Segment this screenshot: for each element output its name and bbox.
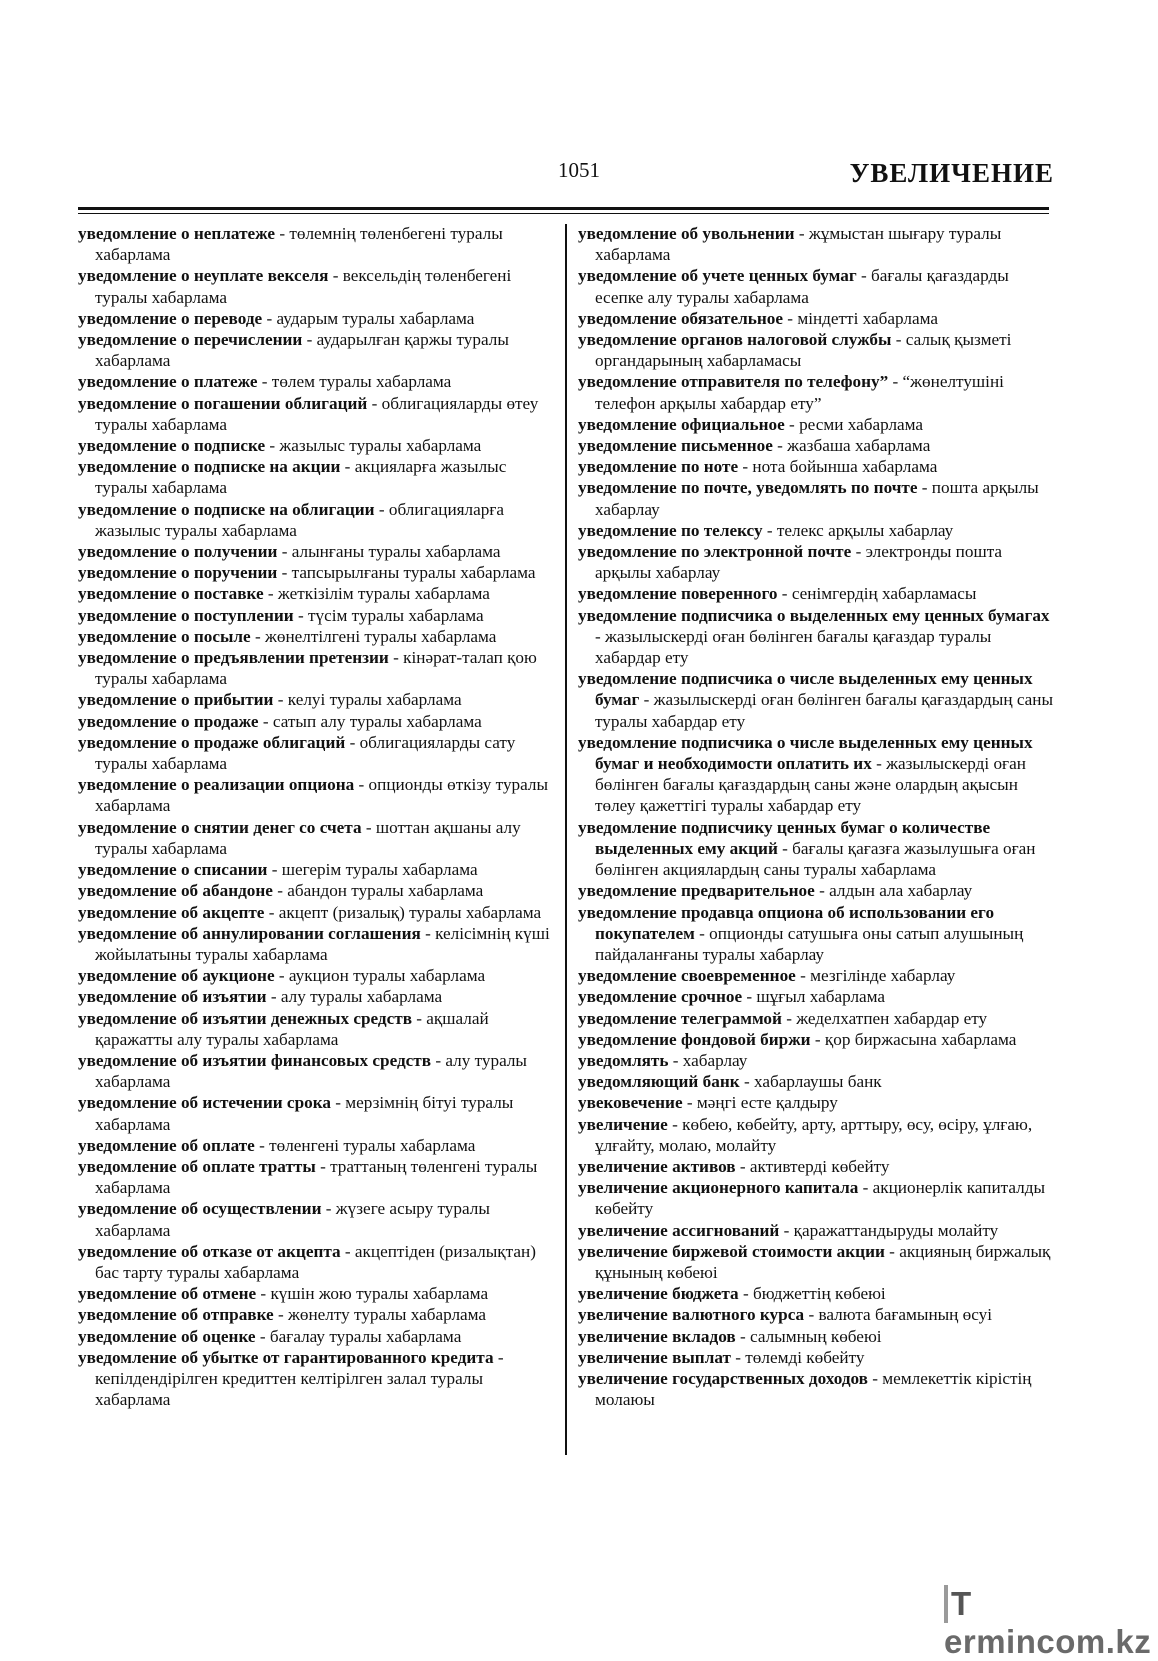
entry-definition: - валюта бағамының өсуі xyxy=(804,1305,993,1325)
entry-definition: - бюджеттің көбеюі xyxy=(738,1284,886,1304)
dictionary-entry xyxy=(78,456,553,498)
dictionary-entry xyxy=(78,986,553,1007)
entry-definition: - сатып алу туралы хабарлама xyxy=(258,711,482,731)
dictionary-entry xyxy=(578,1241,1056,1283)
entry-term: уведомляющий банк xyxy=(578,1072,740,1092)
dictionary-entry xyxy=(78,1092,553,1134)
entry-definition: - қор биржасына хабарлама xyxy=(810,1029,1017,1049)
entry-term: уведомление об оценке xyxy=(78,1326,256,1346)
dictionary-entry xyxy=(78,647,553,689)
entry-definition: - келісімнің күші жойылатыны туралы хабарлама xyxy=(95,923,550,964)
entry-definition: - салымның көбеюі xyxy=(735,1326,882,1346)
entry-term: увеличение ассигнований xyxy=(578,1220,780,1240)
entry-term: увеличение биржевой стоимости акции xyxy=(578,1241,885,1261)
dictionary-entry xyxy=(78,859,553,880)
dictionary-entry xyxy=(78,1283,553,1304)
entry-term: увеличение государственных доходов xyxy=(578,1368,868,1388)
entry-term: уведомление срочное xyxy=(578,987,743,1007)
dictionary-entry xyxy=(78,605,553,626)
entry-term: уведомление о подписке xyxy=(78,436,266,456)
entry-term: уведомление об абандоне xyxy=(78,881,273,901)
entry-definition: - электронды пошта арқылы хабарлау xyxy=(595,542,1003,583)
dictionary-entry xyxy=(578,541,1056,583)
column-divider xyxy=(565,224,567,1455)
entry-term: уведомление по электронной почте xyxy=(578,542,852,562)
entry-term: уведомление продавца опциона об использовании его покупателем xyxy=(578,902,995,943)
entry-definition: - міндетті хабарлама xyxy=(783,308,938,328)
entry-term: уведомление о поступлении xyxy=(78,605,294,625)
entry-term: уведомление телеграммой xyxy=(578,1008,782,1028)
entry-term: уведомление письменное xyxy=(578,436,773,456)
header-rule-thick xyxy=(78,207,1049,210)
dictionary-entry xyxy=(578,1368,1056,1410)
entry-definition: - келуі туралы хабарлама xyxy=(273,690,462,710)
entry-definition: - төленгені туралы хабарлама xyxy=(254,1135,476,1155)
dictionary-entry xyxy=(78,689,553,710)
dictionary-entry xyxy=(578,1220,1056,1241)
entry-term: уведомление об убытке от гарантированного кредита xyxy=(78,1347,494,1367)
entry-definition: - акционерлік капиталды көбейту xyxy=(595,1178,1046,1219)
dictionary-entry xyxy=(578,520,1056,541)
entry-definition: - шегерім туралы хабарлама xyxy=(267,860,478,880)
dictionary-entry xyxy=(78,1135,553,1156)
entry-term: уведомление об увольнении xyxy=(578,224,795,243)
entry-term: уведомление об учете ценных бумаг xyxy=(578,266,857,286)
entry-definition: - телекс арқылы хабарлау xyxy=(762,520,954,540)
entry-term: уведомление своевременное xyxy=(578,966,796,986)
entry-definition: - мезгілінде хабарлау xyxy=(795,966,956,986)
entry-definition: - кінәрат-талап қою туралы хабарлама xyxy=(95,648,537,689)
entry-definition: - бағалы қағаздарды есепке алу туралы хабарлама xyxy=(595,266,1009,307)
dictionary-entry xyxy=(78,329,553,371)
entry-definition: - түсім туралы хабарлама xyxy=(293,605,484,625)
dictionary-entry xyxy=(78,499,553,541)
dictionary-entry xyxy=(78,923,553,965)
dictionary-entry xyxy=(578,986,1056,1007)
entry-term: уведомление подписчика о выделенных ему ценных бумагах xyxy=(578,605,1050,625)
dictionary-entry xyxy=(78,965,553,986)
dictionary-entry xyxy=(578,965,1056,986)
entry-term: уведомление о списании xyxy=(78,860,268,880)
dictionary-entry xyxy=(78,541,553,562)
entry-term: уведомление подписчика о числе выделенных ему ценных бумаг и необходимости оплатить их xyxy=(578,732,1033,774)
entry-definition: - төлем туралы хабарлама xyxy=(257,372,452,392)
entry-term: уведомление о переводе xyxy=(78,308,263,328)
entry-term: уведомление об истечении срока xyxy=(78,1093,331,1113)
dictionary-entry xyxy=(578,880,1056,901)
entry-term: уведомление поверенного xyxy=(578,584,778,604)
entry-definition: - бағалы қағазға жазылушыға оған бөлінген акциялардың саны туралы хабарлама xyxy=(595,838,1036,880)
entry-definition: - көбею, көбейту, арту, арттыру, өсу, өсіру, ұлғаю, ұлғайту, молаю, молайту xyxy=(595,1114,1033,1155)
entry-definition: - жеделхатпен хабардар ету xyxy=(781,1008,988,1028)
dictionary-entry xyxy=(78,1326,553,1347)
entry-definition: - күшін жою туралы хабарлама xyxy=(256,1284,489,1304)
entry-term: уведомление об аукционе xyxy=(78,966,275,986)
entry-term: увеличение xyxy=(578,1114,668,1134)
entry-definition: - кепілдендірілген кредиттен келтірілген залал туралы хабарлама xyxy=(95,1347,504,1410)
dictionary-entry xyxy=(78,626,553,647)
dictionary-entry xyxy=(78,902,553,923)
entry-definition: - аударым туралы хабарлама xyxy=(262,308,475,328)
entry-term: уведомление о снятии денег со счета xyxy=(78,817,362,837)
dictionary-entry xyxy=(578,1326,1056,1347)
entry-definition: - опционды сатушыға оны сатып алушының пайдаланғаны туралы хабарлау xyxy=(595,923,1024,964)
entry-definition: - қаражаттандыруды молайту xyxy=(779,1220,999,1240)
entry-term: уведомление о подписке на облигации xyxy=(78,499,375,519)
dictionary-entry xyxy=(578,371,1056,413)
entry-term: уведомление о подписке на акции xyxy=(78,457,341,477)
entry-definition: - “жөнелтушіні телефон арқылы хабардар ету” xyxy=(595,372,1004,413)
entry-term: увековечение xyxy=(578,1093,683,1113)
entry-term: уведомление об отмене xyxy=(78,1284,257,1304)
entry-term: уведомление по ноте xyxy=(578,457,739,477)
dictionary-entry xyxy=(78,583,553,604)
entry-definition: - жазбаша хабарлама xyxy=(772,436,931,456)
entry-definition: - вексельдің төленбегені туралы хабарлама xyxy=(95,266,512,307)
entry-term: уведомление об акцепте xyxy=(78,902,265,922)
dictionary-entry xyxy=(78,774,553,816)
entry-definition: - жазылыс туралы хабарлама xyxy=(265,436,482,456)
dictionary-entry xyxy=(578,605,1056,669)
dictionary-entry xyxy=(78,732,553,774)
entry-term: уведомление фондовой биржи xyxy=(578,1029,811,1049)
entry-definition: - салық қызметі органдарының хабарламасы xyxy=(595,330,1012,371)
running-head: УВЕЛИЧЕНИЕ xyxy=(849,158,1054,188)
entry-term: увеличение бюджета xyxy=(578,1284,739,1304)
entry-definition: - траттаның төленгені туралы хабарлама xyxy=(95,1156,538,1198)
dictionary-entry xyxy=(78,1050,553,1092)
entry-definition: - ақшалай қаражатты алу туралы хабарлама xyxy=(95,1008,489,1049)
entry-definition: - жұмыстан шығару туралы хабарлама xyxy=(595,224,1002,265)
dictionary-entry xyxy=(578,1156,1056,1177)
dictionary-entry xyxy=(578,1008,1056,1029)
dictionary-entry xyxy=(578,817,1056,881)
dictionary-entry xyxy=(78,393,553,435)
entry-term: уведомление по почте, уведомлять по почте xyxy=(578,478,918,498)
dictionary-entry xyxy=(578,732,1056,817)
dictionary-entry xyxy=(578,1304,1056,1325)
dictionary-entry xyxy=(578,1092,1056,1113)
dictionary-entry xyxy=(578,1050,1056,1071)
entry-definition: - алу туралы хабарлама xyxy=(266,987,443,1007)
entry-definition: - жөнелту туралы хабарлама xyxy=(273,1305,487,1325)
entry-definition: - шоттан ақшаны алу туралы хабарлама xyxy=(95,817,521,858)
entry-term: увеличение вкладов xyxy=(578,1326,736,1346)
entry-definition: - облигацияларды сату туралы хабарлама xyxy=(95,732,516,774)
dictionary-entry xyxy=(578,668,1056,732)
entry-term: уведомление о прибытии xyxy=(78,690,274,710)
entry-definition: - мемлекеттік кірістің молаюы xyxy=(595,1368,1032,1410)
dictionary-entry xyxy=(578,477,1056,519)
header-rule-thin xyxy=(78,213,1049,214)
dictionary-entry xyxy=(78,1008,553,1050)
dictionary-entry xyxy=(578,1114,1056,1156)
dictionary-entry xyxy=(578,329,1056,371)
entry-definition: - опционды өткізу туралы хабарлама xyxy=(95,775,549,816)
dictionary-entry xyxy=(78,562,553,583)
entry-term: уведомление обязательное xyxy=(578,308,783,328)
dictionary-entry xyxy=(578,902,1056,966)
dictionary-entry xyxy=(78,223,553,265)
entry-definition: - жазылыскерді оған бөлінген бағалы қағаздардың саны туралы хабардар ету xyxy=(595,690,1054,731)
entry-term: увеличение активов xyxy=(578,1156,736,1176)
dictionary-entry xyxy=(78,308,553,329)
entry-definition: - ресми хабарлама xyxy=(784,414,924,434)
dictionary-entry xyxy=(78,817,553,859)
entry-term: увеличение выплат xyxy=(578,1347,731,1367)
entry-term: уведомление о неуплате векселя xyxy=(78,266,329,286)
entry-term: уведомление о предъявлении претензии xyxy=(78,648,389,668)
entry-definition: - облигацияларды өтеу туралы хабарлама xyxy=(95,393,539,434)
entry-term: уведомление о реализации опциона xyxy=(78,775,355,795)
entry-term: уведомление об аннулировании соглашения xyxy=(78,923,421,943)
entry-term: уведомление о платеже xyxy=(78,372,258,392)
entry-definition: - акцепт (ризалық) туралы хабарлама xyxy=(264,902,542,922)
entry-term: уведомление об изъятии финансовых средств xyxy=(78,1050,432,1070)
entry-definition: - төлемді көбейту xyxy=(730,1347,865,1367)
dictionary-entry xyxy=(78,371,553,392)
dictionary-entry xyxy=(78,265,553,307)
dictionary-entry xyxy=(78,1198,553,1240)
entry-definition: - пошта арқылы хабарлау xyxy=(595,478,1039,519)
entry-definition: - облигацияларға жазылыс туралы хабарлама xyxy=(95,499,505,540)
entry-term: уведомление о посыле xyxy=(78,626,251,646)
dictionary-entry xyxy=(578,1177,1056,1219)
entry-definition: - акцияларға жазылыс туралы хабарлама xyxy=(95,457,507,498)
entry-definition: - алынғаны туралы хабарлама xyxy=(277,542,501,562)
entry-term: увеличение валютного курса xyxy=(578,1305,805,1325)
entry-definition: - тапсырылғаны туралы хабарлама xyxy=(277,563,536,583)
entry-term: уведомление об оплате тратты xyxy=(78,1156,316,1176)
page-number: 1051 xyxy=(558,158,600,182)
entry-term: уведомление предварительное xyxy=(578,881,815,901)
dictionary-entry xyxy=(78,1156,553,1198)
dictionary-entry xyxy=(78,711,553,732)
entry-term: уведомление органов налоговой службы xyxy=(578,330,892,350)
entry-term: уведомление о неплатеже xyxy=(78,224,276,243)
entry-term: уведомление о продаже xyxy=(78,711,259,731)
entry-term: уведомление об изъятии xyxy=(78,987,267,1007)
entry-definition: - жүзеге асыру туралы хабарлама xyxy=(95,1199,490,1240)
entry-definition: - жазылыскерді оған бөлінген бағалы қағаздар туралы хабардар ету xyxy=(595,626,992,668)
dictionary-entry xyxy=(578,583,1056,604)
entry-term: уведомление об изъятии денежных средств xyxy=(78,1008,412,1028)
entry-term: уведомление официальное xyxy=(578,414,785,434)
entry-term: уведомление о продаже облигаций xyxy=(78,732,346,752)
dictionary-entry xyxy=(78,1241,553,1283)
entry-term: уведомлять xyxy=(578,1050,669,1070)
dictionary-entry xyxy=(78,880,553,901)
entry-definition: - мерзімнің бітуі туралы хабарлама xyxy=(95,1093,514,1134)
entry-term: уведомление об оплате xyxy=(78,1135,255,1155)
entry-term: уведомление о перечислении xyxy=(78,330,303,350)
entry-definition: - акцептіден (ризалықтан) бас тарту туралы хабарлама xyxy=(95,1241,536,1282)
dictionary-entry xyxy=(578,1347,1056,1368)
dictionary-entry xyxy=(578,1071,1056,1092)
entry-term: уведомление о погашении облигаций xyxy=(78,393,368,413)
entry-definition: - шұғыл хабарлама xyxy=(742,987,886,1007)
termincom-logo: Termincom.kz xyxy=(944,1585,1152,1660)
entry-term: увеличение акционерного капитала xyxy=(578,1178,859,1198)
entry-definition: - төлемнің төленбегені туралы хабарлама xyxy=(95,224,503,265)
entry-definition: - бағалау туралы хабарлама xyxy=(255,1326,462,1346)
right-column xyxy=(578,223,1056,1410)
entry-definition: - активтерді көбейту xyxy=(735,1156,890,1176)
dictionary-entry xyxy=(578,265,1056,307)
entry-term: уведомление об отказе от акцепта xyxy=(78,1241,341,1261)
dictionary-entry xyxy=(578,1283,1056,1304)
entry-definition: - жазылыскерді оған бөлінген бағалы қағаздардың саны және олардың ақысын төлеу қажеттігі туралы хабардар ету xyxy=(595,754,1026,816)
dictionary-entry xyxy=(578,1029,1056,1050)
entry-definition: - жөнелтілгені туралы хабарлама xyxy=(250,626,497,646)
dictionary-entry xyxy=(578,223,1056,265)
entry-definition: - алдын ала хабарлау xyxy=(814,881,973,901)
entry-definition: - акцияның биржалық құнының көбеюі xyxy=(595,1241,1051,1282)
entry-term: уведомление об отправке xyxy=(78,1305,274,1325)
entry-term: уведомление подписчику ценных бумаг о количестве выделенных ему акций xyxy=(578,817,991,858)
entry-definition: - нота бойынша хабарлама xyxy=(738,457,938,477)
dictionary-entry xyxy=(78,435,553,456)
entry-definition: - аукцион туралы хабарлама xyxy=(274,966,486,986)
dictionary-entry xyxy=(578,435,1056,456)
entry-definition: - хабарлаушы банк xyxy=(739,1072,882,1092)
entry-definition: - алу туралы хабарлама xyxy=(95,1050,527,1092)
dictionary-entry xyxy=(578,308,1056,329)
entry-definition: - абандон туралы хабарлама xyxy=(272,881,484,901)
dictionary-entry xyxy=(78,1304,553,1325)
entry-term: уведомление отправителя по телефону” xyxy=(578,372,889,392)
dictionary-entry xyxy=(78,1347,553,1411)
entry-term: уведомление подписчика о числе выделенных ему ценных бумаг xyxy=(578,669,1033,710)
entry-term: уведомление по телексу xyxy=(578,520,763,540)
left-column xyxy=(78,223,553,1410)
entry-definition: - жеткізілім туралы хабарлама xyxy=(263,584,490,604)
dictionary-entry xyxy=(578,414,1056,435)
entry-definition: - мәңгі есте қалдыру xyxy=(682,1093,838,1113)
entry-definition: - хабарлау xyxy=(668,1050,748,1070)
entry-term: уведомление о получении xyxy=(78,542,278,562)
entry-definition: - сенімгердің хабарламасы xyxy=(777,584,977,604)
entry-term: уведомление о поставке xyxy=(78,584,264,604)
entry-definition: - аударылған қаржы туралы хабарлама xyxy=(95,330,509,371)
entry-term: уведомление об осуществлении xyxy=(78,1199,322,1219)
entry-term: уведомление о поручении xyxy=(78,563,278,583)
dictionary-entry xyxy=(578,456,1056,477)
